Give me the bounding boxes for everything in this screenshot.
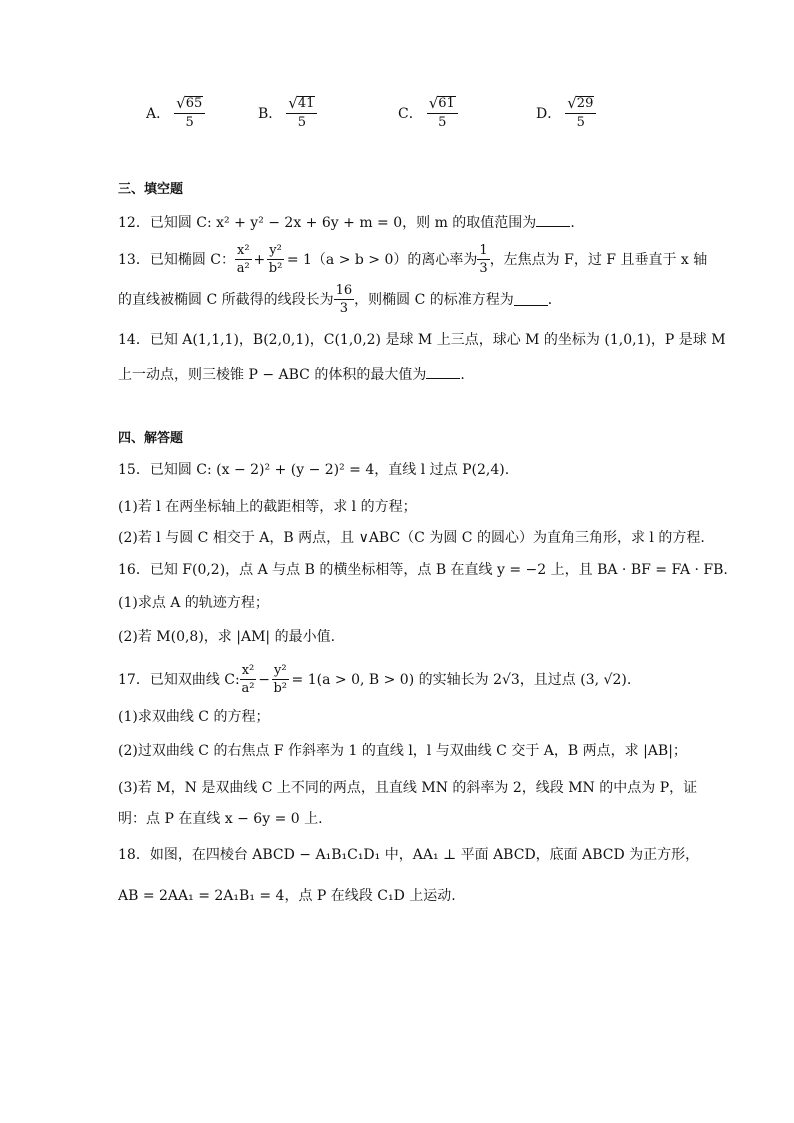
answer-blank[interactable] <box>536 214 570 227</box>
question-16-part1: (1)求点 A 的轨迹方程； <box>118 595 269 611</box>
fraction <box>240 664 257 695</box>
question-17-part3b: 明：点 P 在直线 x − 6y = 0 上. <box>118 811 323 827</box>
choice-c <box>398 96 458 129</box>
denominator: b² <box>268 261 283 276</box>
question-18-line1: 18．如图，在四棱台 ABCD − A₁B₁C₁D₁ 中，AA₁ ⊥ 平面 ABCD，底面 ABCD 为正方形， <box>118 847 700 863</box>
choice-label: A． <box>146 105 171 122</box>
radicand: 61 <box>438 96 455 111</box>
numerator: x² <box>236 243 250 258</box>
choice-d <box>536 96 596 129</box>
question-text: ，则椭圆 C 的标准方程为 <box>354 291 514 308</box>
question-16-line1: 16．已知 F(0,2)，点 A 与点 B 的横坐标相等，点 B 在直线 y = −2 上，且 BA · BF = FA · FB. <box>118 562 728 578</box>
question-13-line1: 13．已知椭圆 C： $\frac{\text{x²}}{\text{a²}}$ + $\frac{\text{y²}}{\text{b²}}$ = 1 （a > b > 0）的离心率为 $\frac{1}{3}$ ，左焦点为 F，过 F 且垂直于 x 轴 <box>118 243 708 276</box>
choice-fraction: √ 65 5 <box>174 96 205 129</box>
question-17-part3a: (3)若 M，N 是双曲线 C 上不同的两点，且直线 MN 的斜率为 2，线段 MN 的中点为 P，证 <box>118 780 698 796</box>
choice-label: C． <box>398 105 423 122</box>
choice-label: D． <box>536 105 562 122</box>
section-heading-fill-in: 三、填空题 <box>118 182 184 197</box>
denominator: b² <box>273 681 288 696</box>
question-17-line1: 17．已知双曲线 C: $\frac{\text{x²}}{\text{a²}}$ − $\frac{\text{y²}}{\text{b²}}$ = 1(a > 0, B > 0) 的实轴长为 2√3，且过点 (3, √2). <box>118 663 632 696</box>
question-16-part2: (2)若 M(0,8)，求 |AM| 的最小值. <box>118 629 336 645</box>
question-13-line2: 的直线被椭圆 C 所截得的线段长为 $\frac{16}{3}$ ，则椭圆 C 的标准方程为 ． <box>118 283 562 316</box>
numerator: 16 <box>335 283 353 298</box>
answer-blank[interactable] <box>514 293 548 306</box>
answer-blank[interactable] <box>426 366 460 379</box>
numerator: y² <box>269 243 282 258</box>
choice-label: B． <box>258 105 283 122</box>
choice-a <box>146 96 205 129</box>
fraction <box>334 284 355 315</box>
equals-text: = 1 <box>286 251 312 268</box>
denominator: a² <box>236 261 250 276</box>
choice-b <box>258 96 317 129</box>
choice-fraction: √ 61 5 <box>427 96 458 129</box>
denominator: a² <box>241 681 255 696</box>
question-text: 的直线被椭圆 C 所截得的线段长为 <box>118 291 334 308</box>
question-text: 13．已知椭圆 C： <box>118 251 235 268</box>
answer-choices <box>146 96 666 144</box>
question-text: （a > b > 0）的离心率为 <box>311 251 478 268</box>
question-15-line1: 15．已知圆 C: (x − 2)² + (y − 2)² = 4，直线 l 过点 P(2,4). <box>118 462 510 478</box>
question-text: 17．已知双曲线 C: <box>118 671 240 688</box>
question-18-line2: AB = 2AA₁ = 2A₁B₁ = 4，点 P 在线段 C₁D 上运动. <box>118 888 456 904</box>
question-text: 上一动点，则三棱锥 P − ABC 的体积的最大值为 <box>118 367 427 383</box>
denominator: 5 <box>185 115 194 131</box>
numerator: x² <box>241 663 255 678</box>
question-17-part2: (2)过双曲线 C 的右焦点 F 作斜率为 1 的直线 l，l 与双曲线 C 交于 A，B 两点，求 |AB|； <box>118 743 687 759</box>
choice-fraction: √ 29 5 <box>565 96 596 129</box>
numerator: 1 <box>479 243 488 258</box>
question-text: 12．已知圆 C: x² + y² − 2x + 6y + m = 0，则 m 的取值范围为 <box>118 215 537 231</box>
question-14-line1: 14．已知 A(1,1,1)，B(2,0,1)，C(1,0,2) 是球 M 上三点，球心 M 的坐标为 (1,0,1)，P 是球 M <box>118 332 726 348</box>
numerator: y² <box>273 663 287 678</box>
denominator: 3 <box>479 261 488 276</box>
denominator: 5 <box>438 115 447 131</box>
radicand: 29 <box>576 96 594 111</box>
radicand: 65 <box>185 96 203 111</box>
question-15-part2: (2)若 l 与圆 C 相交于 A，B 两点，且 ∨ABC（C 为圆 C 的圆心）为直角三角形，求 l 的方程. <box>118 530 705 546</box>
question-17-part1: (1)求双曲线 C 的方程； <box>118 709 270 725</box>
question-text: = 1(a > 0, B > 0) 的实轴长为 2√3，且过点 (3, √2). <box>291 671 632 688</box>
denominator: 3 <box>339 301 349 316</box>
fraction <box>267 244 284 275</box>
fraction <box>477 244 489 275</box>
fraction <box>272 664 289 695</box>
denominator: 5 <box>576 115 585 131</box>
section-heading-solutions: 四、解答题 <box>118 431 184 446</box>
choice-fraction: √ 41 5 <box>286 96 317 129</box>
question-12: 12．已知圆 C: x² + y² − 2x + 6y + m = 0，则 m 的取值范围为 . <box>118 215 575 231</box>
radicand: 41 <box>297 96 315 111</box>
question-15-part1: (1)若 l 在两坐标轴上的截距相等，求 l 的方程； <box>118 499 417 515</box>
question-14-line2: 上一动点，则三棱锥 P − ABC 的体积的最大值为 . <box>118 367 465 383</box>
fraction <box>235 244 252 275</box>
denominator: 5 <box>297 115 306 131</box>
question-text: ，左焦点为 F，过 F 且垂直于 x 轴 <box>489 251 708 268</box>
